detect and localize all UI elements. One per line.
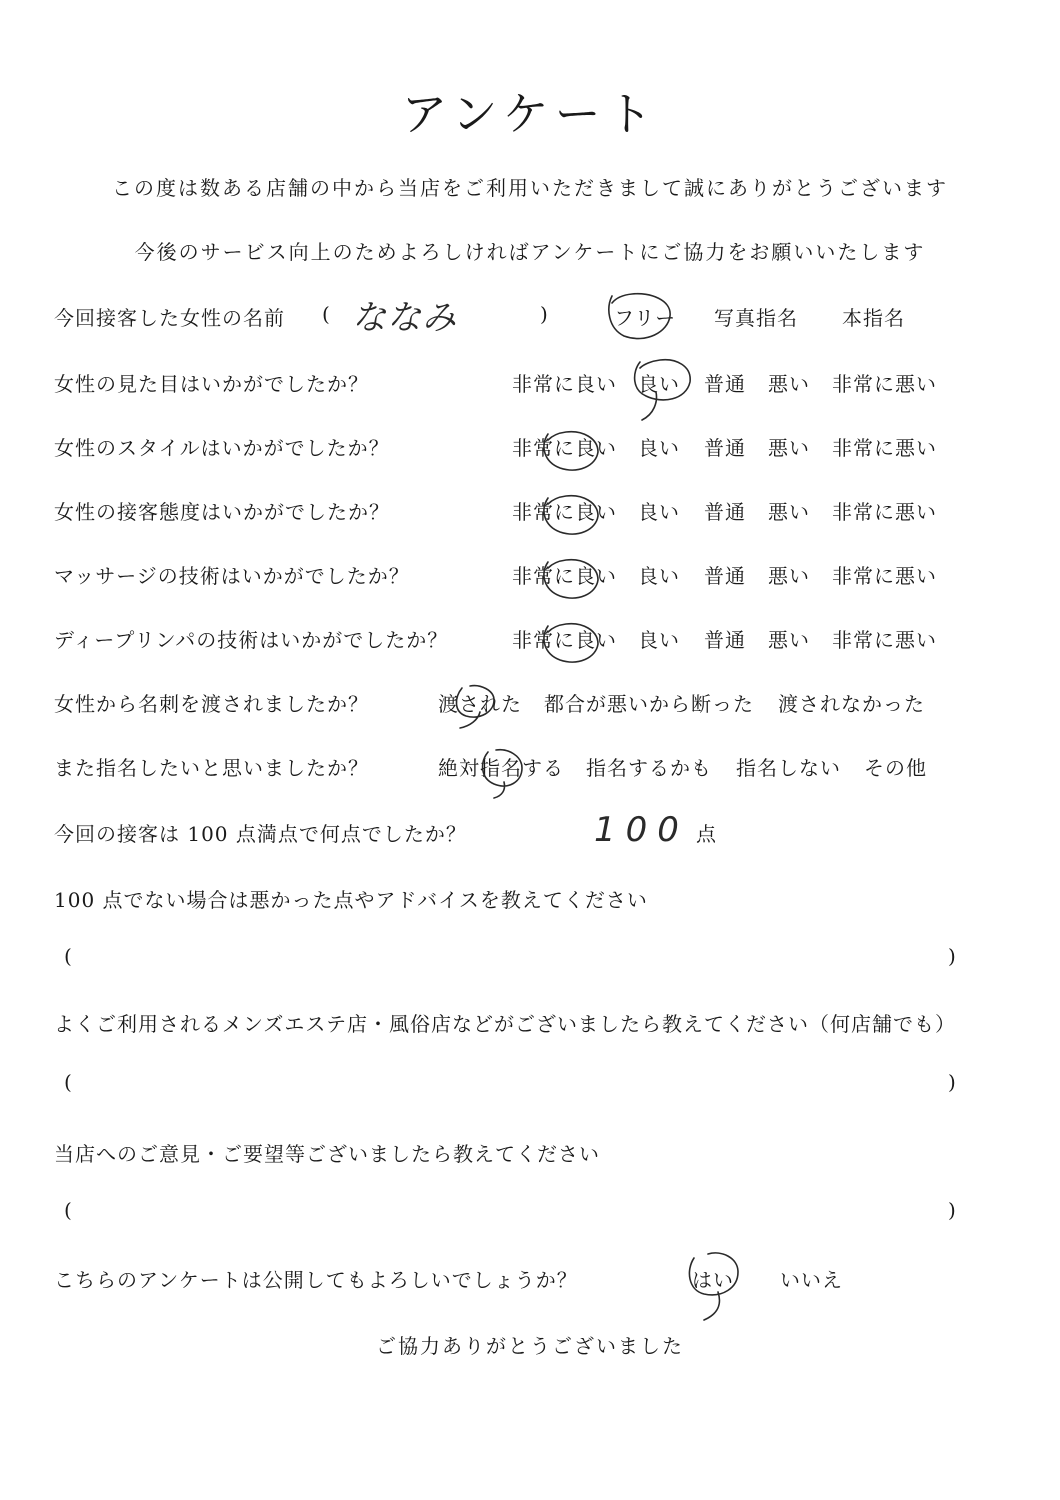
rating-option-very-bad[interactable]: 非常に悪い [832,564,937,588]
repeat-option-definitely[interactable]: 絶対指名する [438,756,564,780]
advice-answer-field[interactable] [0,944,1060,984]
handwritten-score[interactable]: 100 [594,810,689,850]
handwritten-name[interactable]: ななみ [352,298,457,338]
rating-option-bad[interactable]: 悪い [768,628,810,652]
opinion-open-paren: ( [64,1198,73,1222]
rating-option-bad[interactable]: 悪い [768,372,810,396]
rating-option-normal[interactable]: 普通 [704,500,746,524]
rating-question-label: 女性の見た目はいかがでしたか？ [54,372,369,396]
closing-message: ご協力ありがとうございました [376,1334,684,1358]
rating-option-bad[interactable]: 悪い [768,500,810,524]
rating-option-bad[interactable]: 悪い [768,564,810,588]
intro-line-1: この度は数ある店舗の中から当店をご利用いただきまして誠にありがとうございます [112,176,948,200]
rating-option-very-good[interactable]: 非常に良い [512,500,617,524]
rating-option-very-good[interactable]: 非常に良い [512,628,617,652]
rating-option-bad[interactable]: 悪い [768,436,810,460]
card-option-not-received[interactable]: 渡されなかった [778,692,925,716]
rating-option-normal[interactable]: 普通 [704,436,746,460]
name-open-paren: ( [322,302,331,326]
opinion-question-row [0,1138,1060,1178]
shops-question-label: よくご利用されるメンズエステ店・風俗店などがございましたら教えてください（何店舗でも） [54,1012,956,1036]
score-question-label: 今回の接客は 100 点満点で何点でしたか？ [54,822,467,846]
rating-option-good[interactable]: 良い [638,564,680,588]
rating-question-label: ディープリンパの技術はいかがでしたか？ [54,628,449,652]
publish-question-row [0,1264,1060,1304]
opinion-answer-field[interactable] [0,1198,1060,1238]
publish-option-yes[interactable]: はい [692,1268,734,1292]
repeat-option-no[interactable]: 指名しない [736,756,841,780]
score-question-row [0,810,1060,858]
card-question-label: 女性から名刺を渡されましたか？ [54,692,369,716]
rating-question-label: 女性の接客態度はいかがでしたか？ [54,500,390,524]
name-option-free[interactable]: フリー [614,306,677,330]
card-option-received[interactable]: 渡された [438,692,522,716]
rating-option-very-good[interactable]: 非常に良い [512,436,617,460]
advice-question-label: 100 点でない場合は悪かった点やアドバイスを教えてください [54,888,648,912]
rating-option-very-good[interactable]: 非常に良い [512,372,617,396]
rating-option-very-bad[interactable]: 非常に悪い [832,628,937,652]
rating-option-very-good[interactable]: 非常に良い [512,564,617,588]
name-option-photo[interactable]: 写真指名 [714,306,798,330]
card-option-declined[interactable]: 都合が悪いから断った [544,692,754,716]
rating-option-normal[interactable]: 普通 [704,372,746,396]
name-option-main[interactable]: 本指名 [842,306,905,330]
intro-line-2: 今後のサービス向上のためよろしければアンケートにご協力をお願いいたします [134,240,926,264]
advice-close-paren: ) [948,944,957,968]
publish-question-label: こちらのアンケートは公開してもよろしいでしょうか？ [54,1268,578,1292]
page-title: アンケート [401,87,659,141]
advice-open-paren: ( [64,944,73,968]
shops-close-paren: ) [948,1070,957,1094]
shops-question-row [0,1008,1060,1048]
rating-option-normal[interactable]: 普通 [704,564,746,588]
name-question-label: 今回接客した女性の名前 [54,306,285,330]
repeat-question-label: また指名したいと思いましたか？ [54,756,369,780]
advice-question-row [0,884,1060,924]
score-unit: 点 [696,822,717,846]
name-close-paren: ) [540,302,549,326]
card-question-row [0,688,1060,728]
repeat-option-other[interactable]: その他 [864,756,927,780]
rating-option-very-bad[interactable]: 非常に悪い [832,372,937,396]
shops-open-paren: ( [64,1070,73,1094]
rating-question-attitude [0,496,1060,536]
rating-option-very-bad[interactable]: 非常に悪い [832,436,937,460]
opinion-close-paren: ) [948,1198,957,1222]
rating-option-normal[interactable]: 普通 [704,628,746,652]
name-question-row [0,298,1060,342]
rating-question-looks [0,368,1060,408]
rating-question-massage [0,560,1060,600]
rating-option-good[interactable]: 良い [638,372,680,396]
rating-question-label: 女性のスタイルはいかがでしたか？ [54,436,390,460]
repeat-option-maybe[interactable]: 指名するかも [586,756,712,780]
rating-option-very-bad[interactable]: 非常に悪い [832,500,937,524]
publish-option-no[interactable]: いいえ [780,1268,843,1292]
rating-question-label: マッサージの技術はいかがでしたか？ [54,564,410,588]
rating-question-style [0,432,1060,472]
rating-question-lymph [0,624,1060,664]
repeat-question-row [0,752,1060,792]
rating-option-good[interactable]: 良い [638,628,680,652]
shops-answer-field[interactable] [0,1070,1060,1110]
rating-option-good[interactable]: 良い [638,500,680,524]
rating-option-good[interactable]: 良い [638,436,680,460]
opinion-question-label: 当店へのご意見・ご要望等ございましたら教えてください [54,1142,600,1166]
